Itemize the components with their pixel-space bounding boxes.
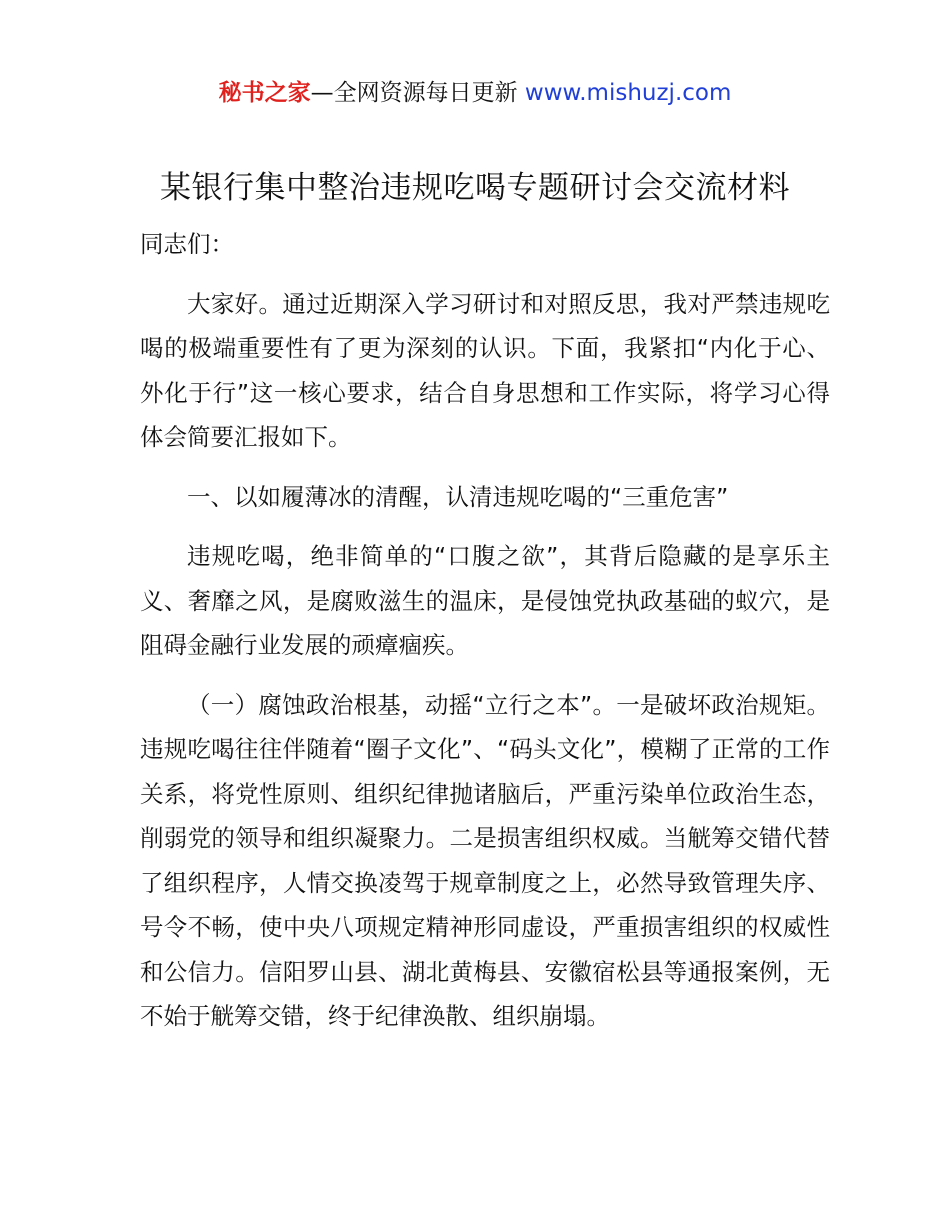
site-header	[0, 76, 950, 110]
document-title: 某银行集中整治违规吃喝专题研讨会交流材料	[160, 170, 790, 206]
header-tagline: —全网资源每日更新	[310, 80, 518, 106]
greeting: 同志们：	[140, 230, 234, 258]
body-paragraph: （一）腐蚀政治根基，动摇“立行之本”。一是破坏政治规矩。违规吃喝往往伴随着“圈子文化”、“码头文化”，模糊了正常的工作关系，将党性原则、组织纪律抛诸脑后，严重污染单位政治生态，削弱党的领导和组织凝聚力。二是损害组织权威。当觥筹交错代替了组织程序，人情交换凌驾于规章制度之上，必然导致管理失序、号令不畅，使中央八项规定精神形同虚设，严重损害组织的权威性和公信力。信阳罗山县、湖北黄梅县、安徽宿松县等通报案例，无不始于觥筹交错，终于纪律涣散、组织崩塌。	[140, 690, 830, 1030]
body-paragraph: 违规吃喝，绝非简单的“口腹之欲”，其背后隐藏的是享乐主义、奢靡之风，是腐败滋生的温床，是侵蚀党执政基础的蚁穴，是阻碍金融行业发展的顽瘴痼疾。	[140, 542, 830, 659]
brand-name: 秘书之家	[218, 80, 311, 106]
section-heading: 一、以如履薄冰的清醒，认清违规吃喝的“三重危害”	[187, 482, 729, 511]
site-url-link[interactable]: www.mishuzj.com	[524, 80, 732, 106]
document-body	[140, 222, 830, 1054]
intro-paragraph: 大家好。通过近期深入学习研讨和对照反思，我对严禁违规吃喝的极端重要性有了更为深刻的认识。下面，我紧扣“内化于心、外化于行”这一核心要求，结合自身思想和工作实际，将学习心得体会简要汇报如下。	[140, 289, 830, 451]
